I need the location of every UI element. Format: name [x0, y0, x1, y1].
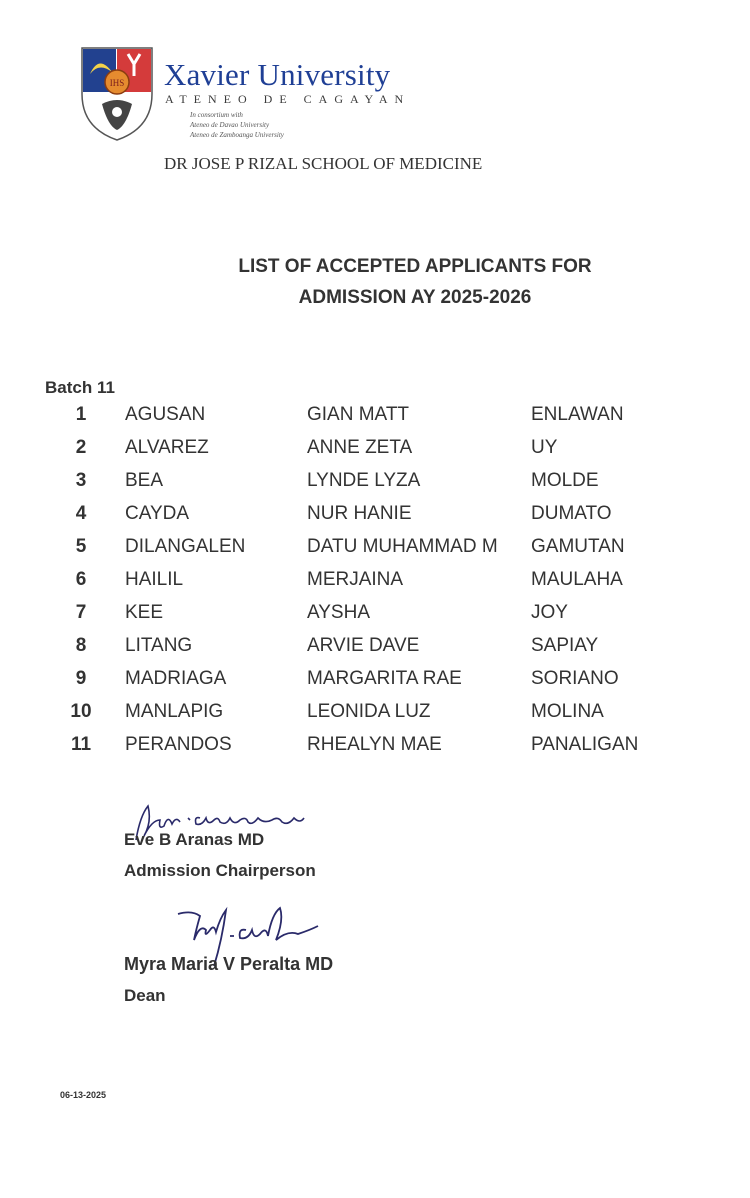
applicant-first-name: LEONIDA LUZ: [307, 701, 431, 722]
applicant-first-name: RHEALYN MAE: [307, 734, 442, 755]
dean-role: Dean: [124, 986, 166, 1005]
applicant-row: [0, 470, 750, 503]
applicant-first-name: AYSHA: [307, 602, 371, 623]
applicant-middle-name: DUMATO: [531, 503, 612, 524]
applicant-number: 4: [75, 503, 87, 524]
applicant-last-name: AGUSAN: [125, 404, 206, 425]
consortium-line: Ateneo de Zamboanga University: [190, 131, 284, 139]
applicant-row: [0, 734, 750, 767]
applicant-first-name: MARGARITA RAE: [307, 668, 462, 689]
applicant-row: [0, 602, 750, 635]
applicant-last-name: MANLAPIG: [125, 701, 224, 722]
applicant-first-name: ARVIE DAVE: [307, 635, 420, 656]
applicant-first-name: ANNE ZETA: [307, 437, 413, 458]
applicant-row: [0, 668, 750, 701]
consortium-note: [190, 110, 284, 140]
applicant-row: [0, 569, 750, 602]
applicant-middle-name: MOLDE: [531, 470, 599, 491]
applicant-last-name: BEA: [125, 470, 164, 491]
chairperson-name: Eve B Aranas MD: [124, 830, 265, 849]
applicant-number: 2: [75, 437, 87, 458]
applicant-number: 6: [75, 569, 87, 590]
svg-text:IHS: IHS: [109, 78, 125, 88]
applicant-row: [0, 503, 750, 536]
applicant-middle-name: UY: [531, 437, 558, 458]
applicant-middle-name: PANALIGAN: [531, 734, 639, 755]
applicant-number: 3: [75, 470, 87, 491]
applicant-first-name: MERJAINA: [307, 569, 404, 590]
applicant-last-name: LITANG: [125, 635, 193, 656]
applicant-number: 10: [70, 701, 92, 722]
applicant-row: [0, 404, 750, 437]
applicant-number: 11: [70, 734, 92, 755]
applicant-middle-name: SORIANO: [531, 668, 619, 689]
applicant-number: 1: [75, 404, 87, 425]
university-subtitle: ATENEO DE CAGAYAN: [165, 92, 411, 106]
applicant-number: 5: [75, 536, 87, 557]
applicant-first-name: NUR HANIE: [307, 503, 412, 524]
applicant-row: [0, 536, 750, 569]
applicant-last-name: MADRIAGA: [125, 668, 227, 689]
applicant-middle-name: JOY: [531, 602, 568, 623]
applicant-middle-name: GAMUTAN: [531, 536, 625, 557]
applicant-number: 8: [75, 635, 87, 656]
applicant-last-name: KEE: [125, 602, 164, 623]
applicant-first-name: GIAN MATT: [307, 404, 410, 425]
dean-name: Myra Maria V Peralta MD: [124, 954, 334, 974]
document-title-line-1: LIST OF ACCEPTED APPLICANTS FOR: [238, 256, 592, 277]
applicant-row: [0, 701, 750, 734]
consortium-line: In consortium with: [190, 111, 243, 119]
applicant-middle-name: MOLINA: [531, 701, 604, 722]
applicant-last-name: ALVAREZ: [125, 437, 209, 458]
applicant-row: [0, 635, 750, 668]
applicant-first-name: DATU MUHAMMAD M: [307, 536, 498, 557]
applicant-row: [0, 437, 750, 470]
applicant-middle-name: ENLAWAN: [531, 404, 624, 425]
consortium-line: Ateneo de Davao University: [190, 121, 270, 129]
applicant-middle-name: MAULAHA: [531, 569, 623, 590]
university-seal-logo: [80, 46, 154, 142]
applicant-number: 9: [75, 668, 87, 689]
applicant-last-name: CAYDA: [125, 503, 190, 524]
batch-label: Batch 11: [45, 378, 115, 397]
applicant-first-name: LYNDE LYZA: [307, 470, 421, 491]
applicant-number: 7: [75, 602, 87, 623]
applicant-last-name: PERANDOS: [125, 734, 232, 755]
applicant-last-name: DILANGALEN: [125, 536, 246, 557]
document-date: 06-13-2025: [60, 1090, 107, 1100]
document-title-line-2: ADMISSION AY 2025-2026: [298, 287, 532, 308]
university-name: Xavier University: [164, 57, 391, 92]
chairperson-role: Admission Chairperson: [124, 861, 316, 880]
applicant-last-name: HAILIL: [125, 569, 184, 590]
school-name: DR JOSE P RIZAL SCHOOL OF MEDICINE: [164, 154, 483, 173]
applicant-middle-name: SAPIAY: [531, 635, 599, 656]
